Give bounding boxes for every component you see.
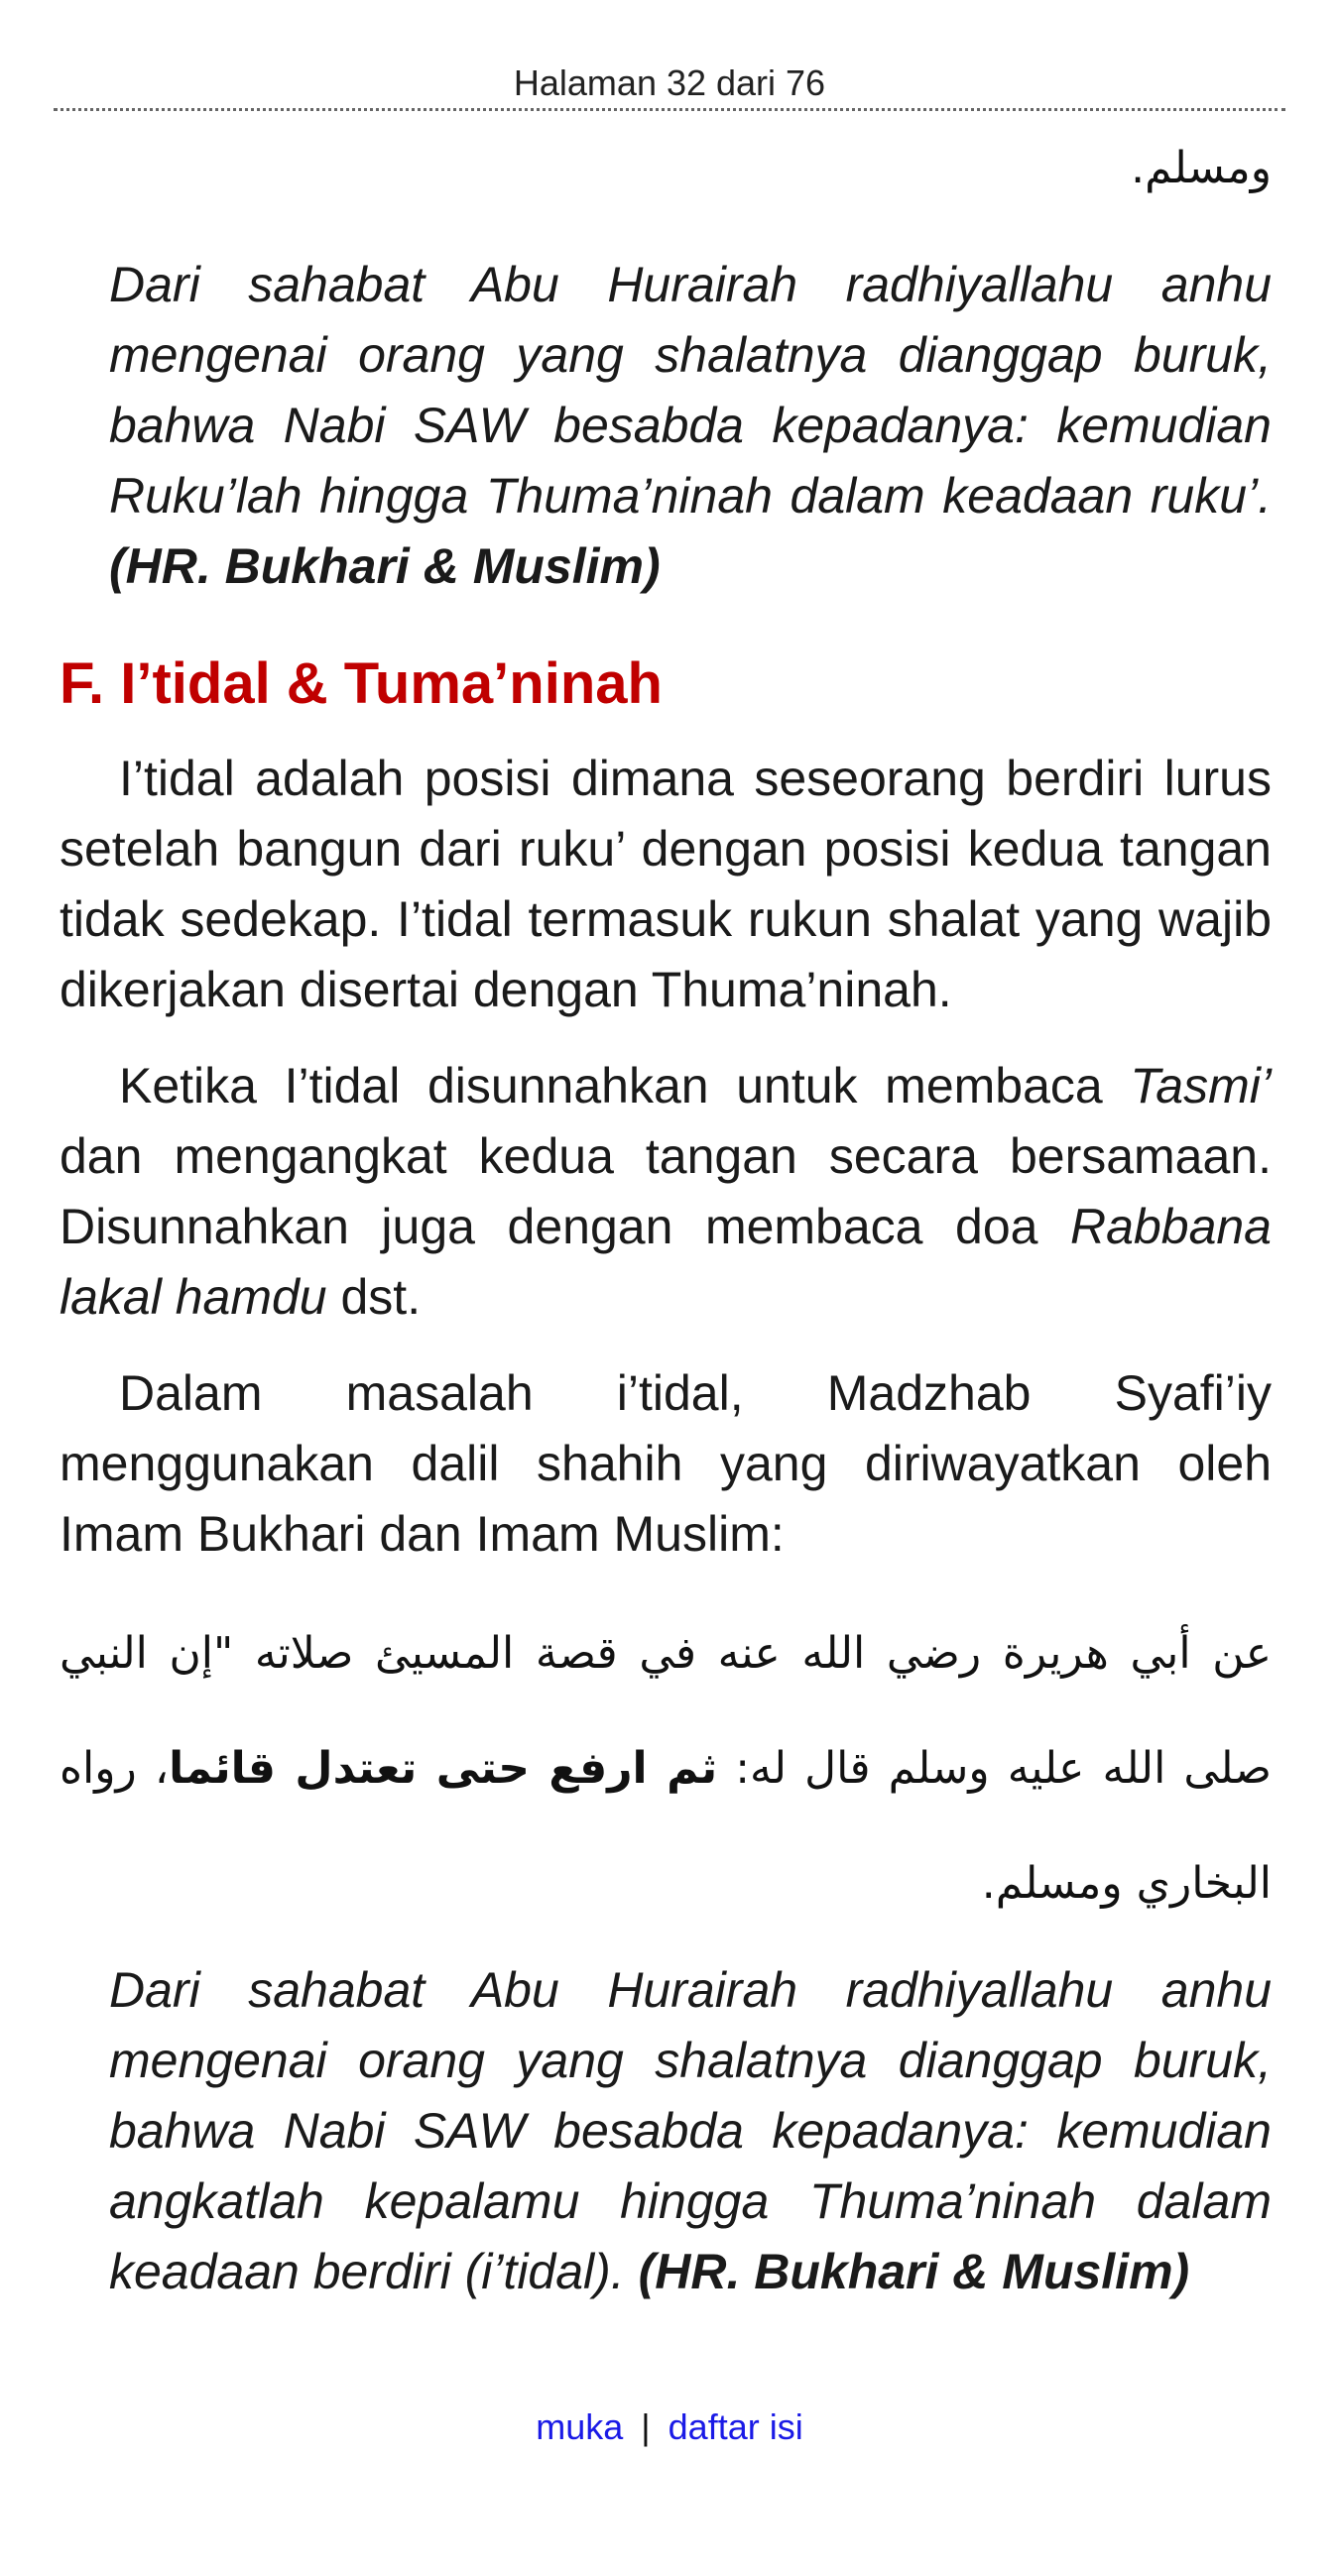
page-number-label: Halaman 32 dari 76: [513, 62, 826, 103]
page-header: [54, 58, 1285, 111]
quote-text: Dari sahabat Abu Hurairah radhiyallahu anhu mengenai orang yang shalatnya dianggap buruk, bahwa Nabi SAW besabda kepadanya: kemudian angkatlah kepalamu hingga Thuma’ninah dalam keadaan berdiri (i’tidal).: [109, 1962, 1272, 2299]
hadith-translation-quote-2: [109, 1955, 1272, 2307]
quote-text: Dari sahabat Abu Hurairah radhiyallahu anhu mengenai orang yang shalatnya dianggap buruk, bahwa Nabi SAW besabda kepadanya: kemudian Ruku’lah hingga Thuma’ninah dalam keadaan ruku’.: [109, 257, 1272, 524]
term-tasmi: Tasmi’: [1130, 1058, 1272, 1113]
hadith-arabic-text: [60, 1596, 1272, 1941]
arabic-text-continuation: ومسلم.: [1131, 143, 1272, 193]
paragraph-text: dan mengangkat kedua tangan secara bersamaan. Disunnahkan juga dengan membaca doa: [60, 1128, 1272, 1254]
quote-source: (HR. Bukhari & Muslim): [109, 538, 661, 594]
paragraph-itidal-definition: I’tidal adalah posisi dimana seseorang berdiri lurus setelah bangun dari ruku’ dengan posisi kedua tangan tidak sedekap. I’tidal termasuk rukun shalat yang wajib dikerjakan disertai dengan Thuma’ninah.: [60, 751, 1272, 1017]
section-heading: F. I’tidal & Tuma’ninah: [60, 651, 663, 716]
paragraph-itidal-sunnah: [60, 1051, 1272, 1333]
paragraph-text: dst.: [326, 1269, 422, 1325]
link-table-of-contents[interactable]: daftar isi: [668, 2406, 803, 2447]
quote-source: (HR. Bukhari & Muslim): [638, 2244, 1190, 2299]
paragraph-text: Ketika I’tidal disunnahkan untuk membaca: [119, 1058, 1131, 1113]
arabic-text: ، رواه البخاري ومسلم.: [60, 1743, 1272, 1909]
footer-nav: [0, 2398, 1339, 2457]
hadith-translation-quote-1: [109, 250, 1272, 602]
arabic-text-bold: ثم ارفع حتى تعتدل قائما: [169, 1743, 718, 1794]
term-doa: Rabbana lakal hamdu: [60, 1199, 1272, 1325]
arabic-text: عن أبي هريرة رضي الله عنه في قصة المسيئ صلاته "إن النبي صلى الله عليه وسلم قال له:: [60, 1628, 1272, 1794]
footer-separator: |: [641, 2406, 651, 2447]
paragraph-madzhab-dalil: Dalam masalah i’tidal, Madzhab Syafi’iy menggunakan dalil shahih yang diriwayatkan oleh Imam Bukhari dan Imam Muslim:: [60, 1365, 1272, 1562]
link-home[interactable]: muka: [536, 2406, 624, 2447]
